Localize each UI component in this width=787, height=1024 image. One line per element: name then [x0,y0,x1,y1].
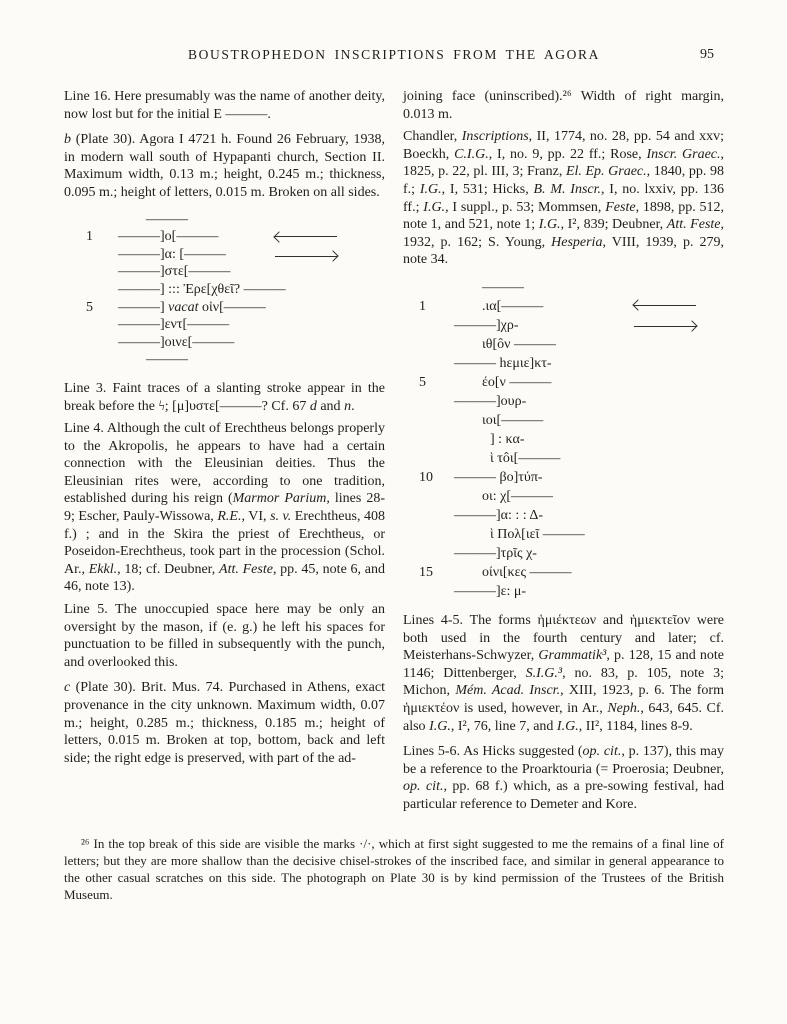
boustrophedon-arrow-right-icon [634,326,696,327]
paragraph-line-3: Line 3. Faint traces of a slanting stroke appear in the break before the ϟ; [μ]υστε[———? Cf. 67 d and n. [64,380,385,414]
inscription-line [64,281,385,299]
inscription-line [403,468,724,487]
paragraph-joining-face: joining face (uninscribed).²⁶ Width of right margin, 0.013 m. [403,89,724,122]
inscription-text: ——— [482,279,524,295]
inscription-line [403,392,724,411]
paragraph-line-5: Line 5. The unoccupied space here may be only an oversight by the mason, if (e. g.) he left his spaces for punctuation to be filled in subsequently with the punch, and overlooked this. [64,602,385,670]
page-number: 95 [700,47,714,62]
inscription-text: ———] vacat οἰν[——— [118,299,266,315]
inscription-line [403,563,724,582]
inscription-text: ———]α: : : Δ- [454,507,544,523]
inscription-line [403,373,724,392]
inscription-b [64,211,385,369]
inscription-line [64,316,385,334]
paragraph-line-16: Line 16. Here presumably was the name of another deity, now lost but for the initial E ———. [64,89,385,122]
inscription-line [64,351,385,369]
inscription-text: έο[ν ——— [482,374,552,390]
inscription-line [64,246,385,264]
inscription-line [64,334,385,352]
right-column [403,88,724,818]
paragraph-item-b: b (Plate 30). Agora I 4721 h. Found 26 February, 1938, in modern wall south of Hypapanti church, Section II. Maximum width, 0.13 m.; height, 0.245 m.; thickness, 0.095 m.; height of letters, 0.015 m. Broken on all sides. [64,132,385,200]
inscription-line [403,354,724,373]
inscription-text: ——— βο]τύπ- [454,469,543,485]
inscription-text: ὶ τôι[——— [490,450,561,466]
inscription-text: ———]χρ- [454,317,519,333]
inscription-text: ιοι[——— [482,412,544,428]
inscription-line [403,430,724,449]
inscription-line [64,263,385,281]
inscription-text: ——— [146,352,188,368]
inscription-line [403,411,724,430]
inscription-text: ———]ε: μ- [454,583,527,599]
page-title: BOUSTROPHEDON INSCRIPTIONS FROM THE AGORA [188,47,600,62]
inscription-line [403,278,724,297]
paragraph-lines-4-5: Lines 4-5. The forms ἡμιέκτεων and ἡμιεκτεῖον were both used in the fourth century and later; cf. Meisterhans-Schwyzer, Grammatik³, p. 128, 15 and note 1146; Dittenberger, S.I.G.³, no. 83, p. 105, note 3; Michon, Mém. Acad. Inscr., XIII, 1923, p. 6. The form ἡμιεκτέον is used, however, in Ar., Neph., 643, 645. Cf. also I.G., I², 76, line 7, and I.G., II², 1184, lines 8-9. [403,612,724,734]
inscription-text: ὶ Πολ[ιεῖ ——— [490,526,585,542]
paragraph-lines-5-6: Lines 5-6. As Hicks suggested (op. cit., p. 137), this may be a reference to the Proarktouria (= Proerosia; Deubner, op. cit., pp. 68 f.) which, as a pre-sowing festival, had particular reference to Demeter and Kore. [403,744,724,812]
inscription-line [403,544,724,563]
inscription-line [64,228,385,246]
inscription-line [403,525,724,544]
inscription-line [64,211,385,229]
inscription-text: ———]εντ[——— [118,317,230,333]
inscription-text: ιθ[ôν ——— [482,336,556,352]
inscription-text: ———]τρῖς χ- [454,545,537,561]
inscription-text: ] : κα- [490,431,525,447]
inscription-line [403,316,724,335]
boustrophedon-arrow-left-icon [275,236,337,237]
two-column-body [64,88,724,818]
inscription-text: ———] ::: Ἐρε[χθεῖ? ——— [118,281,286,297]
line-number: 15 [419,564,433,580]
inscription-text: ———]o[——— [118,229,219,245]
inscription-text: ——— [146,211,188,227]
inscription-text: ——— hεμιε]κτ- [454,355,552,371]
line-number: 5 [86,299,93,315]
line-number: 1 [86,229,93,245]
inscription-line [64,299,385,317]
inscription-text: ———]ουρ- [454,393,527,409]
inscription-text: ———]α: [——— [118,246,227,262]
paragraph-bibliography: Chandler, Inscriptions, II, 1774, no. 28, pp. 54 and xxv; Boeckh, C.I.G., I, no. 9, pp. 22 ff.; Rose, Inscr. Graec., 1825, p. 22, pl. III, 3; Franz, El. Ep. Graec., 1840, pp. 98 f.; I.G., I, 531; Hicks, B. M. Inscr., I, no. lxxiv, pp. 136 ff.; I.G., I suppl., p. 53; Mommsen, Feste, 1898, pp. 512, note 1, and 521, note 1; I.G., I², 839; Deubner, Att. Feste, 1932, p. 162; S. Young, Hesperia, VIII, 1939, p. 279, note 34. [403,129,725,268]
inscription-text: ———]στε[——— [118,264,231,280]
inscription-line [403,297,724,316]
inscription-line [403,335,724,354]
inscription-line [403,487,724,506]
inscription-text: οίνι[κες ——— [482,564,572,580]
inscription-text: ———]οινε[——— [118,334,235,350]
line-number: 1 [419,298,426,314]
inscription-text: οι: χ[——— [482,488,554,504]
left-column [64,88,385,818]
inscription-line [403,449,724,468]
inscription-line [403,506,724,525]
inscription-line [403,582,724,601]
paragraph-item-c: c (Plate 30). Brit. Mus. 74. Purchased in Athens, exact provenance in the city unknown. Maximum width, 0.07 m.; height, 0.285 m.; thickness, 0.185 m.; height of letters, 0.015 m. Broken at top, bottom, back and left side; the right edge is preserved, with part of the ad- [64,680,385,766]
page-header [64,46,724,64]
boustrophedon-arrow-left-icon [634,305,696,306]
inscription-c [403,278,724,601]
boustrophedon-arrow-right-icon [275,256,337,257]
line-number: 10 [419,469,433,485]
paragraph-line-4: Line 4. Although the cult of Erechtheus belongs properly to the Akropolis, he appears to have had a certain connection with the Eleusinian deities. Thus the Eleusinian rites were, according to one tradition, established during his reign (Marmor Parium, lines 28-9; Escher, Pauly-Wissowa, R.E., VI, s. v. Erechtheus, 408 f.) ; and in the Skira the priest of Erechtheus, or Poseidon-Erechtheus, took part in the procession (Schol. Ar., Ekkl., 18; cf. Deubner, Att. Feste, pp. 45, note 6, and 46, note 13). [64,421,386,595]
inscription-text: .ια[——— [482,298,544,314]
footnote-26: ²⁶ In the top break of this side are visible the marks ·/·, which at first sight suggested to me the remains of a final line of letters; but they are more shallow than the decisive chisel-strokes of the inscribed face, and similar in general appearance to the other casual scratches on this side. The photograph on Plate 30 is by kind permission of the Trustees of the British Museum. [64,836,724,902]
line-number: 5 [419,374,426,390]
